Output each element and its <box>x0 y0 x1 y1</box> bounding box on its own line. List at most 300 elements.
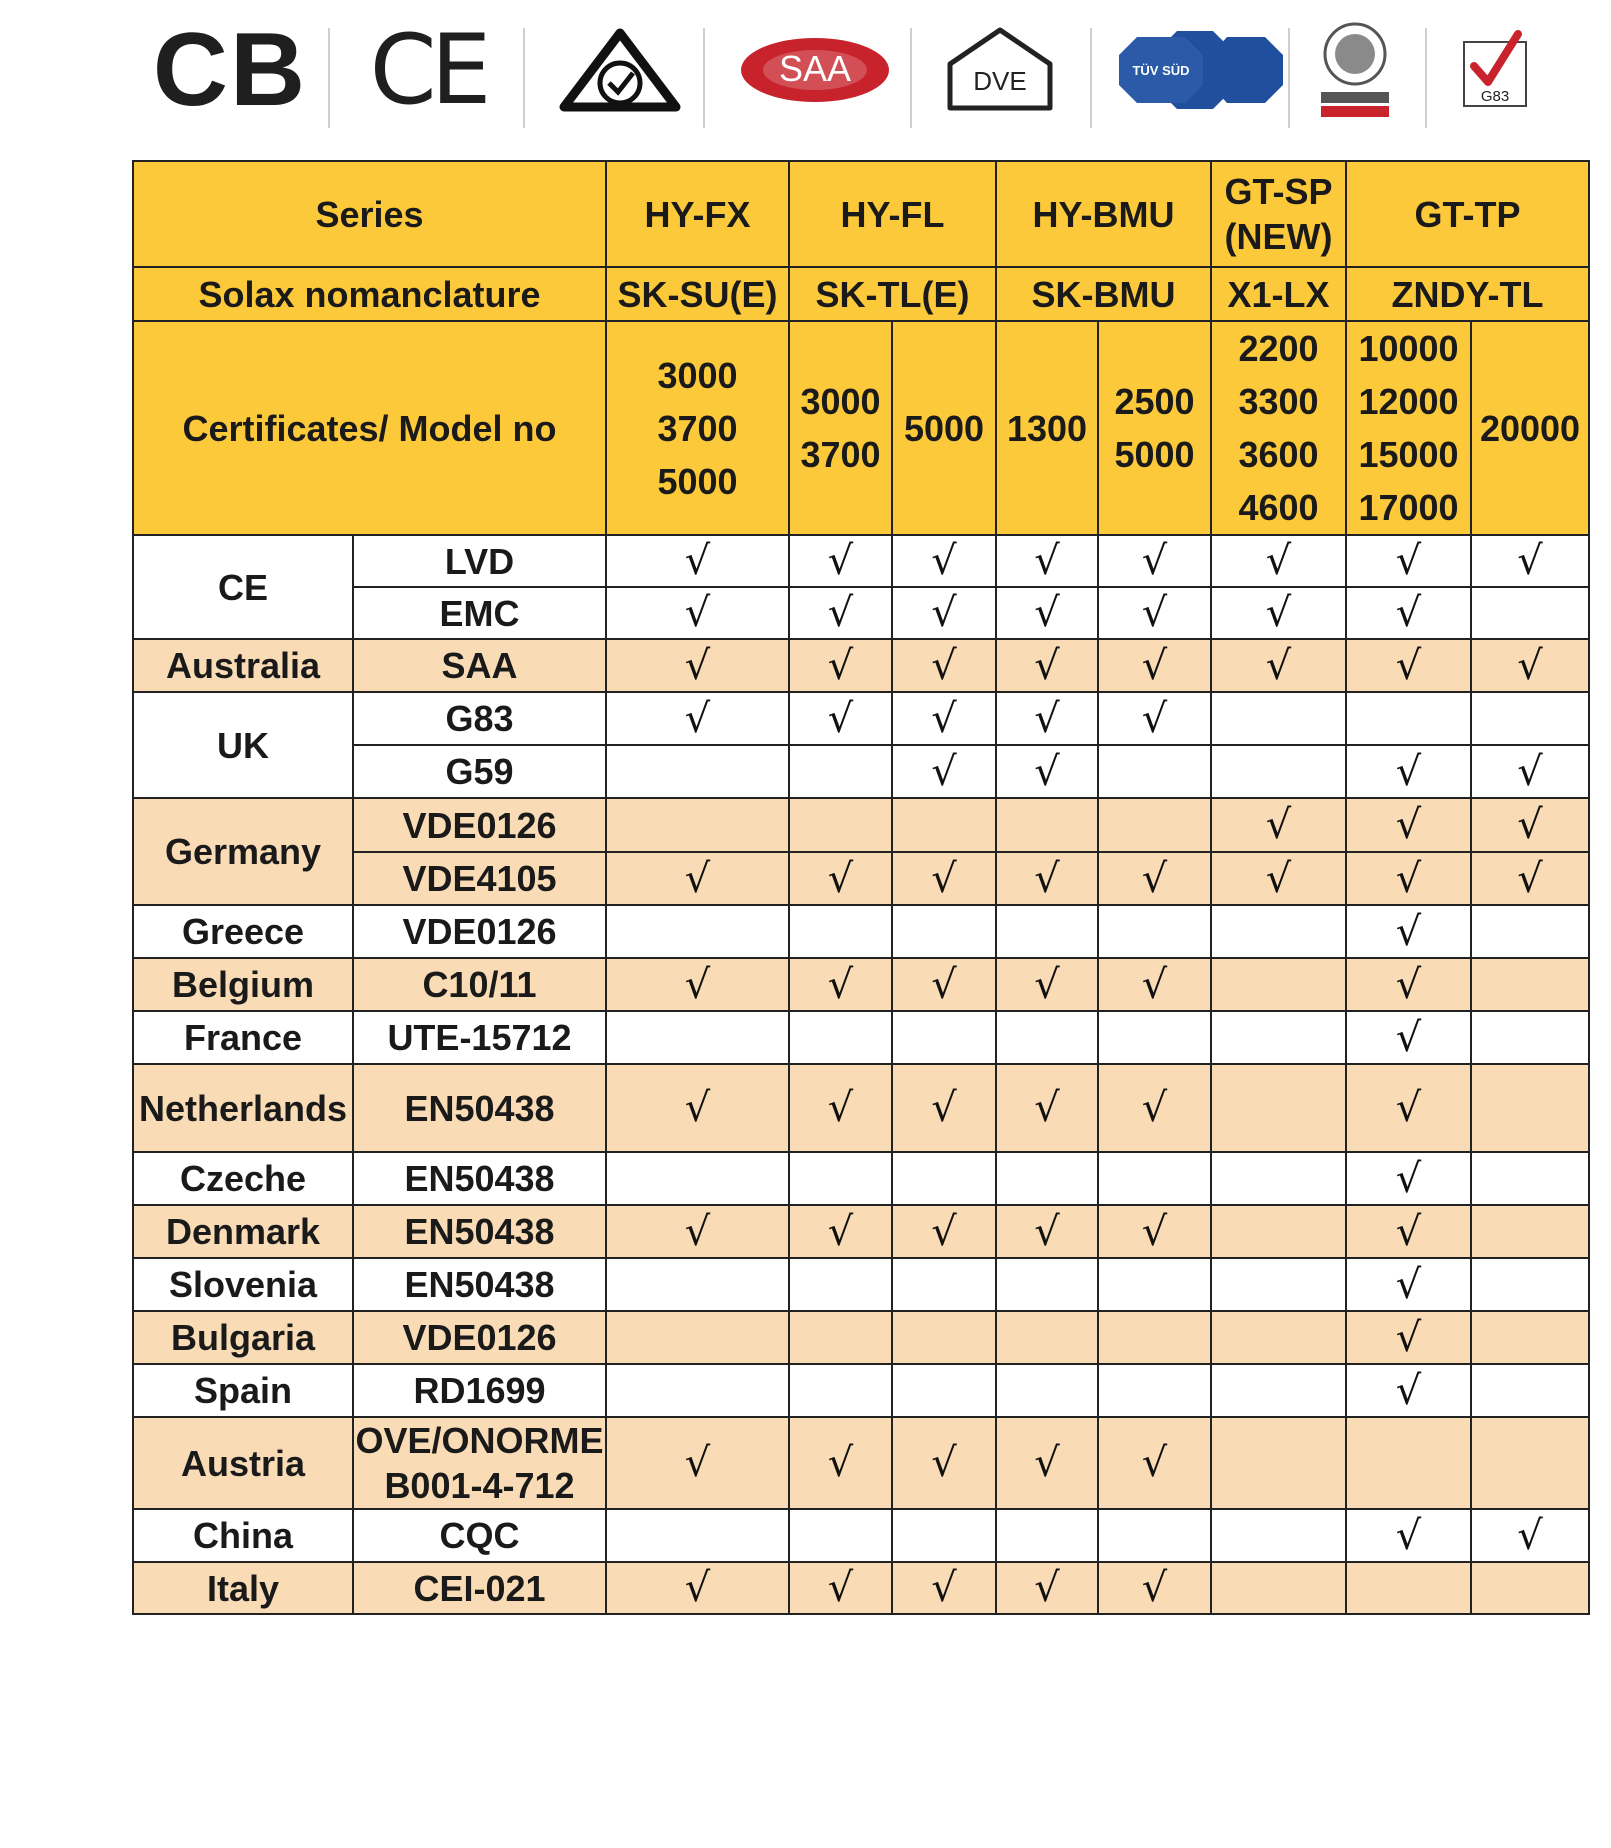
check-mark-icon: √ <box>1265 590 1292 636</box>
check-cell <box>892 1152 996 1205</box>
country-denmark: Denmark <box>133 1205 353 1258</box>
model-list-cell <box>789 321 892 535</box>
model-number: 3700 <box>657 407 738 449</box>
check-cell <box>1098 1258 1211 1311</box>
saa-logo <box>715 10 915 130</box>
check-cell <box>1211 1364 1346 1417</box>
nomenclature-hy-fx: SK-SU(E) <box>606 267 789 321</box>
check-cell <box>1098 905 1211 958</box>
check-cell <box>606 1562 789 1614</box>
check-mark-icon: √ <box>1395 748 1422 795</box>
check-cell <box>789 798 892 852</box>
check-mark-icon: √ <box>1034 1565 1060 1611</box>
check-mark-icon: √ <box>1141 1440 1168 1486</box>
certificate-row <box>133 1562 1589 1614</box>
check-cell <box>1471 587 1589 639</box>
logo-divider <box>1288 28 1290 128</box>
check-cell <box>1346 852 1471 905</box>
series-gt-sp-line2: (NEW) <box>1224 216 1333 257</box>
check-cell <box>1211 1205 1346 1258</box>
certificate-row <box>133 1011 1589 1064</box>
check-cell <box>1471 1152 1589 1205</box>
standard-cell: EMC <box>353 587 606 639</box>
check-cell <box>1471 1364 1589 1417</box>
country-ce: CE <box>133 535 353 639</box>
check-cell <box>1098 1364 1211 1417</box>
check-cell <box>1211 852 1346 905</box>
check-mark-icon: √ <box>684 1565 711 1611</box>
check-cell <box>1471 1258 1589 1311</box>
check-cell <box>1211 1258 1346 1311</box>
models-label: Certificates/ Model no <box>133 321 606 535</box>
certificate-row <box>133 798 1589 852</box>
check-mark-icon: √ <box>931 695 957 742</box>
certification-logo-bar <box>140 10 1580 130</box>
check-cell <box>606 745 789 798</box>
check-mark-icon: √ <box>1034 855 1060 902</box>
check-mark-icon: √ <box>684 1208 711 1255</box>
check-mark-icon: √ <box>1395 1367 1422 1414</box>
check-cell <box>606 587 789 639</box>
check-cell <box>892 905 996 958</box>
check-cell <box>892 852 996 905</box>
country-china: China <box>133 1509 353 1562</box>
check-mark-icon: √ <box>1517 538 1543 584</box>
nomenclature-hy-fl: SK-TL(E) <box>789 267 996 321</box>
check-cell <box>1098 1562 1211 1614</box>
check-mark-icon: √ <box>1517 642 1543 689</box>
check-mark-icon: √ <box>1034 538 1060 584</box>
check-mark-icon: √ <box>931 642 957 689</box>
saa-logo-mark <box>735 25 895 115</box>
check-mark-icon: √ <box>1395 1014 1422 1061</box>
check-cell <box>892 1011 996 1064</box>
check-cell <box>1098 958 1211 1011</box>
check-cell <box>892 639 996 692</box>
check-cell <box>606 1311 789 1364</box>
standard-cell: G59 <box>353 745 606 798</box>
standard-cell <box>353 1417 606 1509</box>
check-cell <box>892 1509 996 1562</box>
check-cell <box>789 1311 892 1364</box>
check-mark-icon: √ <box>931 961 957 1008</box>
model-list-cell <box>1211 321 1346 535</box>
standard-cell: G83 <box>353 692 606 745</box>
certificate-rows <box>133 535 1589 1614</box>
check-cell <box>1211 1311 1346 1364</box>
check-cell <box>1098 798 1211 852</box>
check-mark-icon: √ <box>1034 1208 1060 1255</box>
check-cell <box>1211 535 1346 587</box>
g83-logo <box>1440 10 1550 130</box>
check-cell <box>1471 1205 1589 1258</box>
standard-cell: LVD <box>353 535 606 587</box>
standard-cell: EN50438 <box>353 1205 606 1258</box>
certificate-row <box>133 1311 1589 1364</box>
check-mark-icon: √ <box>1517 802 1543 848</box>
check-cell <box>1211 798 1346 852</box>
check-cell <box>1346 1258 1471 1311</box>
check-cell <box>1098 1152 1211 1205</box>
check-cell <box>996 639 1098 692</box>
check-cell <box>606 639 789 692</box>
check-mark-icon: √ <box>1395 1314 1422 1361</box>
check-cell <box>892 1311 996 1364</box>
check-cell <box>1211 1562 1346 1614</box>
model-number: 12000 <box>1358 381 1459 422</box>
check-mark-icon: √ <box>684 590 711 636</box>
certificate-row <box>133 905 1589 958</box>
check-cell <box>996 1258 1098 1311</box>
check-mark-icon: √ <box>827 1208 854 1255</box>
country-australia: Australia <box>133 639 353 692</box>
rcm-triangle-icon <box>558 27 682 113</box>
check-cell <box>892 745 996 798</box>
check-cell <box>789 1258 892 1311</box>
check-cell <box>789 1011 892 1064</box>
model-number: 10000 <box>1358 328 1459 369</box>
check-mark-icon: √ <box>931 1440 957 1486</box>
certificate-row <box>133 1205 1589 1258</box>
check-mark-icon: √ <box>1034 748 1060 795</box>
check-cell <box>892 958 996 1011</box>
model-list-cell <box>606 321 789 535</box>
standard-cell: RD1699 <box>353 1364 606 1417</box>
check-cell <box>1346 1311 1471 1364</box>
country-belgium: Belgium <box>133 958 353 1011</box>
check-cell <box>1471 798 1589 852</box>
check-mark-icon: √ <box>1141 642 1168 689</box>
check-cell <box>606 905 789 958</box>
check-cell <box>892 587 996 639</box>
logo-divider <box>523 28 525 128</box>
check-mark-icon: √ <box>931 1565 957 1611</box>
certificate-row <box>133 1417 1589 1509</box>
model-number: 15000 <box>1358 434 1459 475</box>
check-cell <box>1098 1311 1211 1364</box>
check-cell <box>996 852 1098 905</box>
check-mark-icon: √ <box>827 538 854 584</box>
check-mark-icon: √ <box>827 1085 854 1131</box>
country-bulgaria: Bulgaria <box>133 1311 353 1364</box>
check-cell <box>996 1509 1098 1562</box>
certificate-row <box>133 692 1589 745</box>
check-cell <box>892 1205 996 1258</box>
nomenclature-label: Solax nomanclature <box>133 267 606 321</box>
country-austria: Austria <box>133 1417 353 1509</box>
check-cell <box>1098 852 1211 905</box>
check-cell <box>1098 587 1211 639</box>
standard-cell: C10/11 <box>353 958 606 1011</box>
check-cell <box>1471 692 1589 745</box>
check-cell <box>1098 1064 1211 1152</box>
check-cell <box>1346 1509 1471 1562</box>
certificate-row <box>133 958 1589 1011</box>
check-mark-icon: √ <box>684 855 711 902</box>
check-mark-icon: √ <box>1265 855 1292 902</box>
check-mark-icon: √ <box>1395 1261 1422 1308</box>
series-header-row <box>133 161 1589 267</box>
series-hy-fl: HY-FL <box>789 161 996 267</box>
check-mark-icon: √ <box>827 1440 854 1486</box>
check-cell <box>1211 587 1346 639</box>
standard-cell: UTE-15712 <box>353 1011 606 1064</box>
check-cell <box>789 1509 892 1562</box>
check-cell <box>996 535 1098 587</box>
model-list-cell <box>1471 321 1589 535</box>
check-cell <box>996 905 1098 958</box>
check-mark-icon: √ <box>1265 538 1292 584</box>
certificate-row <box>133 1509 1589 1562</box>
check-mark-icon: √ <box>1395 961 1422 1008</box>
model-number: 20000 <box>1479 407 1581 449</box>
standard-line: OVE/ONORME <box>355 1420 604 1461</box>
series-hy-fx: HY-FX <box>606 161 789 267</box>
nomenclature-gt-tp: ZNDY-TL <box>1346 267 1589 321</box>
series-hy-bmu: HY-BMU <box>996 161 1211 267</box>
check-mark-icon: √ <box>827 961 854 1008</box>
model-list-cell <box>996 321 1098 535</box>
check-cell <box>789 852 892 905</box>
check-mark-icon: √ <box>827 855 854 902</box>
check-cell <box>1346 1152 1471 1205</box>
check-cell <box>996 1417 1098 1509</box>
model-number: 17000 <box>1358 487 1459 528</box>
check-cell <box>1471 1011 1589 1064</box>
model-number: 2500 <box>1114 381 1195 422</box>
check-cell <box>996 1011 1098 1064</box>
country-slovenia: Slovenia <box>133 1258 353 1311</box>
check-cell <box>996 1152 1098 1205</box>
check-cell <box>1098 692 1211 745</box>
certificate-row <box>133 535 1589 587</box>
check-cell <box>789 1364 892 1417</box>
check-cell <box>1346 639 1471 692</box>
check-mark-icon: √ <box>1034 695 1060 742</box>
standard-cell: EN50438 <box>353 1152 606 1205</box>
model-list-cell <box>1098 321 1211 535</box>
check-cell <box>1346 1011 1471 1064</box>
tuv-octagon-icon <box>1115 29 1285 111</box>
check-cell <box>1098 1205 1211 1258</box>
country-czeche: Czeche <box>133 1152 353 1205</box>
check-mark-icon: √ <box>1395 1208 1422 1255</box>
certificate-row <box>133 1364 1589 1417</box>
check-cell <box>606 852 789 905</box>
logo-divider <box>910 28 912 128</box>
check-cell <box>1471 1417 1589 1509</box>
check-mark-icon: √ <box>1265 802 1292 848</box>
check-mark-icon: √ <box>1517 855 1543 902</box>
check-mark-icon: √ <box>931 590 957 636</box>
check-cell <box>1211 1417 1346 1509</box>
check-cell <box>996 745 1098 798</box>
ce-logo-text: CE <box>369 14 486 126</box>
country-netherlands: Netherlands <box>133 1064 353 1152</box>
check-mark-icon: √ <box>1034 1085 1060 1131</box>
country-france: France <box>133 1011 353 1064</box>
check-cell <box>1346 905 1471 958</box>
check-cell <box>1211 958 1346 1011</box>
check-mark-icon: √ <box>1517 1512 1543 1559</box>
check-cell <box>1346 1417 1471 1509</box>
bureau-veritas-logo <box>1300 10 1410 130</box>
check-cell <box>1471 905 1589 958</box>
g83-check-icon <box>1460 30 1530 110</box>
check-cell <box>996 958 1098 1011</box>
check-mark-icon: √ <box>1141 855 1168 902</box>
country-uk: UK <box>133 692 353 798</box>
check-mark-icon: √ <box>684 1085 711 1131</box>
check-cell <box>789 1064 892 1152</box>
check-cell <box>1346 535 1471 587</box>
country-greece: Greece <box>133 905 353 958</box>
check-cell <box>789 1205 892 1258</box>
tuv-logo <box>1100 10 1300 130</box>
logo-divider <box>1425 28 1427 128</box>
check-mark-icon: √ <box>827 1565 854 1611</box>
check-cell <box>1098 1011 1211 1064</box>
check-cell <box>1346 1364 1471 1417</box>
model-number: 4600 <box>1238 487 1319 528</box>
check-cell <box>892 1562 996 1614</box>
check-cell <box>1346 1205 1471 1258</box>
certificate-matrix-table <box>132 160 1590 1615</box>
standard-cell: CQC <box>353 1509 606 1562</box>
check-cell <box>606 535 789 587</box>
model-number: 3000 <box>800 381 881 422</box>
check-cell <box>996 692 1098 745</box>
check-mark-icon: √ <box>1034 1440 1060 1486</box>
check-cell <box>1471 852 1589 905</box>
check-mark-icon: √ <box>1141 1565 1168 1611</box>
check-cell <box>1211 905 1346 958</box>
check-cell <box>1211 1509 1346 1562</box>
check-mark-icon: √ <box>1034 961 1060 1008</box>
g83-logo-text: G83 <box>1480 88 1510 105</box>
check-cell <box>789 587 892 639</box>
check-mark-icon: √ <box>1395 1155 1422 1202</box>
certificate-row <box>133 1258 1589 1311</box>
check-cell <box>606 1064 789 1152</box>
check-cell <box>1471 745 1589 798</box>
country-germany: Germany <box>133 798 353 905</box>
check-cell <box>1471 1562 1589 1614</box>
rcm-logo <box>535 10 705 130</box>
check-mark-icon: √ <box>827 642 854 689</box>
check-cell <box>1098 1509 1211 1562</box>
check-cell <box>789 535 892 587</box>
check-cell <box>606 1509 789 1562</box>
check-mark-icon: √ <box>827 590 854 636</box>
check-cell <box>1346 587 1471 639</box>
check-mark-icon: √ <box>1395 855 1422 902</box>
check-mark-icon: √ <box>1395 538 1422 584</box>
series-gt-tp: GT-TP <box>1346 161 1589 267</box>
logo-divider <box>703 28 705 128</box>
check-cell <box>1346 798 1471 852</box>
check-mark-icon: √ <box>1395 908 1422 955</box>
check-cell <box>606 958 789 1011</box>
check-mark-icon: √ <box>1265 642 1292 689</box>
check-mark-icon: √ <box>1395 1085 1422 1131</box>
check-mark-icon: √ <box>684 695 711 742</box>
check-mark-icon: √ <box>684 1440 711 1486</box>
check-mark-icon: √ <box>1141 1208 1168 1255</box>
model-number: 3600 <box>1238 434 1319 475</box>
check-mark-icon: √ <box>1517 748 1543 795</box>
check-mark-icon: √ <box>827 695 854 742</box>
check-cell <box>1471 1064 1589 1152</box>
check-cell <box>892 692 996 745</box>
check-cell <box>1346 1064 1471 1152</box>
series-label: Series <box>133 161 606 267</box>
standard-cell: EN50438 <box>353 1064 606 1152</box>
certificate-row <box>133 639 1589 692</box>
check-mark-icon: √ <box>1034 642 1060 689</box>
vde-logo-text: DVE <box>973 66 1027 96</box>
check-cell <box>789 1417 892 1509</box>
check-mark-icon: √ <box>1141 590 1168 636</box>
vde-house-icon <box>945 24 1055 116</box>
check-cell <box>1098 535 1211 587</box>
check-mark-icon: √ <box>1395 590 1422 636</box>
check-cell <box>606 1258 789 1311</box>
check-mark-icon: √ <box>1034 590 1060 636</box>
saa-logo-text: SAA <box>778 48 852 89</box>
check-cell <box>606 692 789 745</box>
check-cell <box>789 745 892 798</box>
check-cell <box>606 798 789 852</box>
check-mark-icon: √ <box>684 961 711 1008</box>
standard-cell: EN50438 <box>353 1258 606 1311</box>
check-cell <box>606 1152 789 1205</box>
model-number: 5000 <box>903 407 985 449</box>
standard-cell: SAA <box>353 639 606 692</box>
check-cell <box>892 798 996 852</box>
model-number: 1300 <box>1006 407 1088 449</box>
cb-logo <box>140 10 320 130</box>
standard-cell: VDE4105 <box>353 852 606 905</box>
check-cell <box>1471 1509 1589 1562</box>
nomenclature-hy-bmu: SK-BMU <box>996 267 1211 321</box>
nomenclature-row <box>133 267 1589 321</box>
check-cell <box>1346 958 1471 1011</box>
check-cell <box>1471 535 1589 587</box>
certificate-row <box>133 1064 1589 1152</box>
check-cell <box>892 1417 996 1509</box>
model-number: 2200 <box>1238 328 1319 369</box>
check-cell <box>789 1562 892 1614</box>
check-cell <box>1098 1417 1211 1509</box>
bureau-veritas-emblem-icon <box>1315 20 1395 120</box>
check-cell <box>789 639 892 692</box>
check-mark-icon: √ <box>931 538 957 584</box>
check-mark-icon: √ <box>1141 695 1168 742</box>
check-cell <box>606 1417 789 1509</box>
logo-divider <box>1090 28 1092 128</box>
logo-divider <box>328 28 330 128</box>
check-cell <box>1098 639 1211 692</box>
check-cell <box>892 535 996 587</box>
model-number: 3700 <box>800 434 881 475</box>
check-cell <box>892 1064 996 1152</box>
check-mark-icon: √ <box>1395 1512 1422 1559</box>
vde-logo <box>920 10 1080 130</box>
check-cell <box>606 1011 789 1064</box>
check-cell <box>892 1258 996 1311</box>
check-mark-icon: √ <box>1141 538 1168 584</box>
